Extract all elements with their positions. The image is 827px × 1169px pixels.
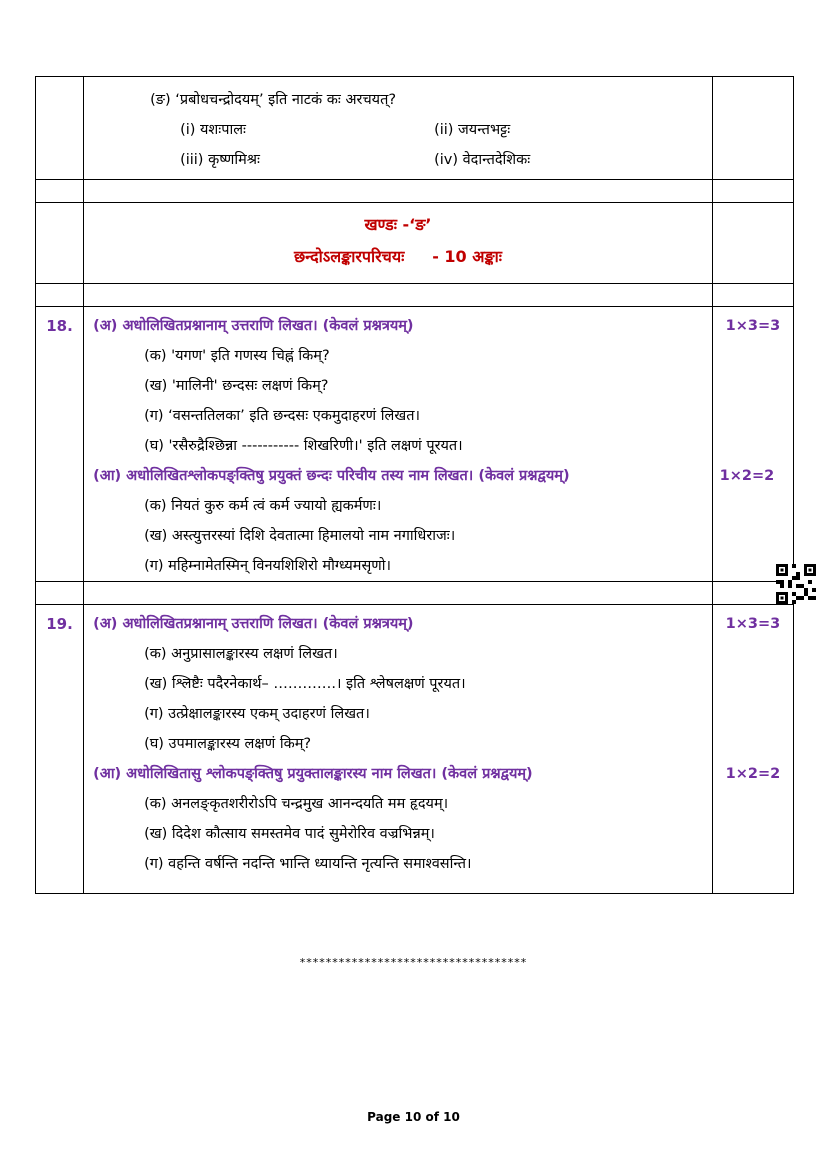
options-row-1 <box>84 115 712 145</box>
q18-part-a-heading: (अ) अधोलिखितप्रश्नानाम् उत्तराणि लिखत। (केवलं प्रश्नत्रयम्) <box>93 318 414 334</box>
q18-a-item-ga: (ग) ‘वसन्ततिलका’ इति छन्दसः एकमुदाहरणं लिखत। <box>144 408 420 424</box>
q18-b-item-ga: (ग) महिम्नामेतस्मिन् विनयशिशिरो मौग्ध्यमसृणो। <box>144 558 391 574</box>
q19-a-item-ka: (क) अनुप्रासालङ्कारस्य लक्षणं लिखत। <box>144 646 338 662</box>
section-subtitle: छन्दोऽलङ्कारपरिचयः - 10 अङ्काः <box>293 247 502 266</box>
q18-a-item-kha: (ख) 'मालिनी' छन्दसः लक्षणं किम्? <box>144 378 329 394</box>
option-iii: (iii) कृष्णमिश्रः <box>180 152 260 168</box>
q19-a-marks: 1×3=3 <box>725 616 781 632</box>
q19-b-marks: 1×2=2 <box>725 766 781 782</box>
question-19-row <box>36 605 794 894</box>
option-ii: (ii) जयन्तभट्टः <box>434 122 511 138</box>
q19-a-item-kha: (ख) श्लिष्टैः पदैरनेकार्थ– ………….। इति श्लेषलक्षणं पूरयत। <box>144 676 466 692</box>
q19-a-item-ga: (ग) उत्प्रेक्षालङ्कारस्य एकम् उदाहरणं लिखत। <box>144 706 370 722</box>
q19-b-item-kha: (ख) दिदेश कौत्साय समस्तमेव पादं सुमेरोरिव वज्रभिन्नम्। <box>144 826 435 842</box>
marks-cell-empty <box>712 77 793 180</box>
question-17e-cell <box>84 77 713 180</box>
question-19-number-cell <box>36 605 84 894</box>
options-row-2 <box>84 145 712 175</box>
spacer-row <box>36 180 794 203</box>
q19-b-item-ka: (क) अनलङ्कृतशरीरोऽपि चन्द्रमुख आनन्दयति मम हृदयम्। <box>144 796 449 812</box>
q19-part-b-heading: (आ) अधोलिखितासु श्लोकपङ्क्तिषु प्रयुक्तालङ्कारस्य नाम लिखत। (केवलं प्रश्नद्वयम्) <box>93 766 533 782</box>
q19-part-a-heading: (अ) अधोलिखितप्रश्नानाम् उत्तराणि लिखत। (केवलं प्रश्नत्रयम्) <box>93 616 414 632</box>
question-19-marks-cell <box>712 605 793 894</box>
spacer-row <box>36 284 794 307</box>
question-18-content <box>84 307 713 582</box>
option-i: (i) यशःपालः <box>180 122 246 138</box>
q18-part-b-heading: (आ) अधोलिखितश्लोकपङ्क्तिषु प्रयुक्तं छन्दः परिचीय तस्य नाम लिखत। (केवलं प्रश्नद्वयम्) <box>93 468 570 484</box>
question-table <box>35 76 794 894</box>
question-18-row <box>36 307 794 582</box>
q18-a-item-gha: (घ) 'रसैरुद्रैश्छिन्ना ----------- शिखरिणी।' इति लक्षणं पूरयत। <box>144 438 463 454</box>
question-18-marks-cell <box>712 307 793 582</box>
q18-a-item-ka: (क) 'यगण' इति गणस्य चिह्नं किम्? <box>144 348 330 364</box>
question-number: 19. <box>46 615 73 633</box>
section-heading-row <box>36 203 794 284</box>
section-heading-cell <box>84 203 713 284</box>
q18-b-item-ka: (क) नियतं कुरु कर्म त्वं कर्म ज्यायो ह्यकर्मणः। <box>144 498 382 514</box>
question-number: 18. <box>46 317 73 335</box>
q19-b-item-ga: (ग) वहन्ति वर्षन्ति नदन्ति भान्ति ध्यायन्ति नृत्यन्ति समाश्वसन्ति। <box>144 856 472 872</box>
question-17e-row <box>36 77 794 180</box>
question-19-content <box>84 605 713 894</box>
q18-b-item-kha: (ख) अस्त्युत्तरस्यां दिशि देवतात्मा हिमालयो नाम नगाधिराजः। <box>144 528 456 544</box>
empty-cell <box>36 203 84 284</box>
section-title: खण्डः -‘ङ’ <box>364 215 432 234</box>
qr-code-icon <box>776 564 816 604</box>
end-of-paper-stars: *********************************** <box>299 956 528 969</box>
qnum-cell-empty <box>36 77 84 180</box>
q18-a-marks: 1×3=3 <box>725 318 781 334</box>
q19-a-item-gha: (घ) उपमालङ्कारस्य लक्षणं किम्? <box>144 736 312 752</box>
option-iv: (iv) वेदान्तदेशिकः <box>434 152 531 168</box>
spacer-row <box>36 582 794 605</box>
question-18-number-cell <box>36 307 84 582</box>
q18-b-marks: 1×2=2 <box>719 468 775 484</box>
empty-cell <box>712 203 793 284</box>
page-number: Page 10 of 10 <box>367 1110 460 1124</box>
question-17e-text: (ङ) ‘प्रबोधचन्द्रोदयम्’ इति नाटकं कः अरचयत्? <box>150 92 397 108</box>
